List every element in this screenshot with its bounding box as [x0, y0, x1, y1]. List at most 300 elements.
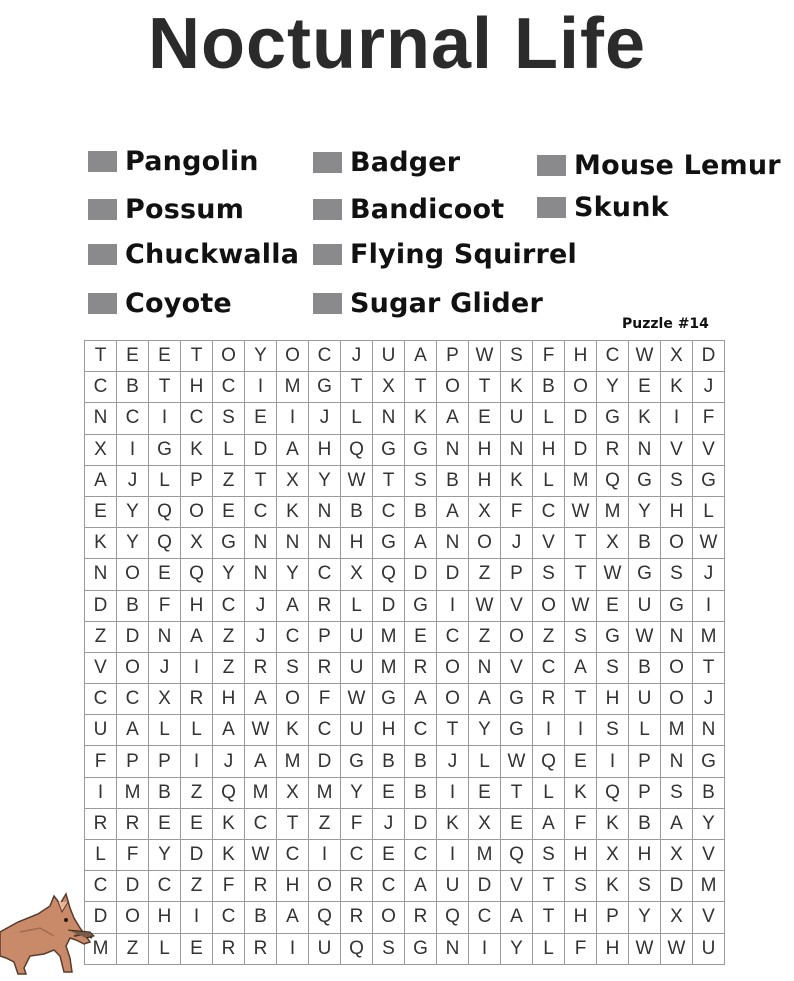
grid-cell[interactable]: T: [533, 902, 565, 933]
grid-cell[interactable]: D: [437, 559, 469, 590]
grid-cell[interactable]: G: [213, 528, 245, 559]
word-checkbox[interactable]: [537, 197, 566, 218]
grid-cell[interactable]: A: [437, 496, 469, 527]
grid-cell[interactable]: R: [309, 652, 341, 683]
grid-cell[interactable]: S: [629, 871, 661, 902]
grid-cell[interactable]: Z: [213, 621, 245, 652]
grid-cell[interactable]: O: [213, 341, 245, 372]
grid-cell[interactable]: H: [533, 434, 565, 465]
grid-cell[interactable]: E: [117, 341, 149, 372]
grid-cell[interactable]: G: [629, 465, 661, 496]
grid-cell[interactable]: W: [597, 559, 629, 590]
grid-cell[interactable]: W: [469, 341, 501, 372]
grid-cell[interactable]: F: [501, 496, 533, 527]
grid-cell[interactable]: W: [661, 933, 693, 964]
grid-cell[interactable]: O: [533, 590, 565, 621]
grid-cell[interactable]: S: [565, 621, 597, 652]
grid-cell[interactable]: H: [565, 840, 597, 871]
grid-cell[interactable]: Z: [469, 559, 501, 590]
word-item[interactable]: [313, 236, 577, 272]
grid-cell[interactable]: E: [85, 496, 117, 527]
grid-cell[interactable]: D: [85, 590, 117, 621]
grid-cell[interactable]: I: [469, 933, 501, 964]
grid-cell[interactable]: C: [597, 341, 629, 372]
grid-cell[interactable]: M: [309, 777, 341, 808]
word-checkbox[interactable]: [88, 199, 117, 220]
grid-cell[interactable]: F: [149, 590, 181, 621]
grid-cell[interactable]: Z: [213, 465, 245, 496]
grid-cell[interactable]: C: [149, 871, 181, 902]
grid-cell[interactable]: E: [181, 808, 213, 839]
grid-cell[interactable]: B: [629, 808, 661, 839]
grid-cell[interactable]: S: [373, 933, 405, 964]
grid-cell[interactable]: J: [341, 341, 373, 372]
grid-cell[interactable]: S: [597, 652, 629, 683]
grid-cell[interactable]: D: [405, 559, 437, 590]
grid-cell[interactable]: A: [277, 902, 309, 933]
grid-cell[interactable]: A: [117, 715, 149, 746]
grid-cell[interactable]: M: [277, 372, 309, 403]
grid-cell[interactable]: L: [533, 777, 565, 808]
grid-cell[interactable]: A: [405, 341, 437, 372]
grid-cell[interactable]: T: [565, 559, 597, 590]
grid-cell[interactable]: N: [437, 434, 469, 465]
grid-cell[interactable]: R: [85, 808, 117, 839]
grid-cell[interactable]: B: [341, 496, 373, 527]
grid-cell[interactable]: X: [341, 559, 373, 590]
grid-cell[interactable]: O: [565, 372, 597, 403]
grid-cell[interactable]: X: [661, 902, 693, 933]
grid-cell[interactable]: G: [373, 434, 405, 465]
grid-cell[interactable]: S: [213, 403, 245, 434]
grid-cell[interactable]: U: [341, 715, 373, 746]
grid-cell[interactable]: V: [693, 434, 725, 465]
grid-cell[interactable]: Q: [501, 840, 533, 871]
grid-cell[interactable]: Z: [469, 621, 501, 652]
grid-cell[interactable]: D: [85, 902, 117, 933]
grid-cell[interactable]: Y: [597, 372, 629, 403]
grid-cell[interactable]: K: [277, 496, 309, 527]
grid-cell[interactable]: V: [501, 590, 533, 621]
grid-cell[interactable]: I: [245, 372, 277, 403]
grid-cell[interactable]: V: [693, 840, 725, 871]
grid-cell[interactable]: G: [373, 684, 405, 715]
grid-cell[interactable]: Q: [149, 528, 181, 559]
grid-cell[interactable]: S: [661, 465, 693, 496]
grid-cell[interactable]: V: [693, 902, 725, 933]
grid-cell[interactable]: J: [373, 808, 405, 839]
grid-cell[interactable]: W: [245, 715, 277, 746]
grid-cell[interactable]: U: [629, 590, 661, 621]
grid-cell[interactable]: G: [149, 434, 181, 465]
grid-cell[interactable]: E: [373, 840, 405, 871]
grid-cell[interactable]: O: [437, 652, 469, 683]
grid-cell[interactable]: Y: [341, 777, 373, 808]
grid-cell[interactable]: X: [661, 840, 693, 871]
grid-cell[interactable]: C: [373, 871, 405, 902]
grid-cell[interactable]: R: [533, 684, 565, 715]
grid-cell[interactable]: S: [597, 715, 629, 746]
grid-cell[interactable]: H: [373, 715, 405, 746]
grid-cell[interactable]: T: [277, 808, 309, 839]
grid-cell[interactable]: W: [341, 684, 373, 715]
grid-cell[interactable]: T: [405, 372, 437, 403]
grid-cell[interactable]: W: [469, 590, 501, 621]
grid-cell[interactable]: U: [341, 652, 373, 683]
grid-cell[interactable]: D: [405, 808, 437, 839]
grid-cell[interactable]: U: [373, 341, 405, 372]
grid-cell[interactable]: E: [149, 808, 181, 839]
grid-cell[interactable]: R: [309, 590, 341, 621]
grid-cell[interactable]: N: [373, 403, 405, 434]
grid-cell[interactable]: A: [85, 465, 117, 496]
grid-cell[interactable]: G: [501, 715, 533, 746]
grid-cell[interactable]: P: [629, 746, 661, 777]
grid-cell[interactable]: M: [277, 746, 309, 777]
grid-cell[interactable]: K: [597, 808, 629, 839]
grid-cell[interactable]: G: [693, 465, 725, 496]
grid-cell[interactable]: T: [469, 372, 501, 403]
grid-cell[interactable]: Y: [277, 559, 309, 590]
grid-cell[interactable]: M: [597, 496, 629, 527]
grid-cell[interactable]: O: [117, 902, 149, 933]
grid-cell[interactable]: O: [661, 528, 693, 559]
grid-cell[interactable]: C: [533, 652, 565, 683]
grid-cell[interactable]: M: [85, 933, 117, 964]
grid-cell[interactable]: Y: [629, 902, 661, 933]
grid-cell[interactable]: C: [373, 496, 405, 527]
word-item[interactable]: [88, 285, 232, 321]
grid-cell[interactable]: X: [149, 684, 181, 715]
grid-cell[interactable]: C: [213, 902, 245, 933]
grid-cell[interactable]: K: [501, 372, 533, 403]
grid-cell[interactable]: K: [565, 777, 597, 808]
grid-cell[interactable]: T: [373, 465, 405, 496]
grid-cell[interactable]: L: [629, 715, 661, 746]
grid-cell[interactable]: X: [181, 528, 213, 559]
grid-cell[interactable]: X: [597, 840, 629, 871]
grid-cell[interactable]: A: [405, 684, 437, 715]
grid-cell[interactable]: J: [245, 590, 277, 621]
word-item[interactable]: [88, 143, 259, 179]
grid-cell[interactable]: H: [661, 496, 693, 527]
grid-cell[interactable]: Q: [437, 902, 469, 933]
grid-cell[interactable]: C: [405, 715, 437, 746]
grid-cell[interactable]: Z: [181, 777, 213, 808]
grid-cell[interactable]: A: [213, 715, 245, 746]
grid-cell[interactable]: T: [181, 341, 213, 372]
grid-cell[interactable]: H: [181, 372, 213, 403]
grid-cell[interactable]: L: [533, 933, 565, 964]
grid-cell[interactable]: O: [373, 902, 405, 933]
grid-cell[interactable]: A: [469, 684, 501, 715]
grid-cell[interactable]: D: [565, 434, 597, 465]
grid-cell[interactable]: K: [501, 465, 533, 496]
grid-cell[interactable]: O: [437, 372, 469, 403]
grid-cell[interactable]: D: [469, 871, 501, 902]
grid-cell[interactable]: D: [565, 403, 597, 434]
grid-cell[interactable]: Q: [341, 434, 373, 465]
grid-cell[interactable]: V: [661, 434, 693, 465]
grid-cell[interactable]: F: [565, 933, 597, 964]
grid-cell[interactable]: C: [533, 496, 565, 527]
grid-cell[interactable]: C: [85, 871, 117, 902]
grid-cell[interactable]: T: [693, 652, 725, 683]
grid-cell[interactable]: N: [85, 403, 117, 434]
grid-cell[interactable]: I: [277, 403, 309, 434]
grid-cell[interactable]: J: [309, 403, 341, 434]
grid-cell[interactable]: B: [629, 528, 661, 559]
grid-cell[interactable]: V: [85, 652, 117, 683]
word-checkbox[interactable]: [88, 151, 117, 172]
grid-cell[interactable]: Q: [373, 559, 405, 590]
grid-cell[interactable]: H: [309, 434, 341, 465]
grid-cell[interactable]: U: [341, 621, 373, 652]
grid-cell[interactable]: S: [533, 840, 565, 871]
grid-cell[interactable]: N: [469, 652, 501, 683]
grid-cell[interactable]: G: [405, 933, 437, 964]
grid-cell[interactable]: H: [565, 902, 597, 933]
grid-cell[interactable]: B: [405, 746, 437, 777]
grid-cell[interactable]: K: [405, 403, 437, 434]
grid-cell[interactable]: P: [597, 902, 629, 933]
grid-cell[interactable]: K: [181, 434, 213, 465]
grid-cell[interactable]: T: [437, 715, 469, 746]
grid-cell[interactable]: A: [277, 434, 309, 465]
grid-cell[interactable]: X: [469, 496, 501, 527]
grid-cell[interactable]: Y: [245, 341, 277, 372]
grid-cell[interactable]: F: [309, 684, 341, 715]
grid-cell[interactable]: K: [213, 808, 245, 839]
grid-cell[interactable]: W: [629, 341, 661, 372]
grid-cell[interactable]: L: [213, 434, 245, 465]
grid-cell[interactable]: E: [501, 808, 533, 839]
grid-cell[interactable]: I: [661, 403, 693, 434]
grid-cell[interactable]: W: [501, 746, 533, 777]
grid-cell[interactable]: J: [437, 746, 469, 777]
grid-cell[interactable]: I: [565, 715, 597, 746]
grid-cell[interactable]: L: [533, 465, 565, 496]
word-item[interactable]: [313, 191, 504, 227]
grid-cell[interactable]: C: [309, 341, 341, 372]
grid-cell[interactable]: A: [405, 528, 437, 559]
grid-cell[interactable]: C: [341, 840, 373, 871]
grid-cell[interactable]: Q: [597, 777, 629, 808]
grid-cell[interactable]: I: [181, 652, 213, 683]
grid-cell[interactable]: Y: [469, 715, 501, 746]
grid-cell[interactable]: J: [693, 372, 725, 403]
grid-cell[interactable]: G: [405, 434, 437, 465]
grid-cell[interactable]: J: [117, 465, 149, 496]
grid-cell[interactable]: R: [245, 933, 277, 964]
grid-cell[interactable]: A: [181, 621, 213, 652]
grid-cell[interactable]: W: [341, 465, 373, 496]
grid-cell[interactable]: C: [277, 840, 309, 871]
grid-cell[interactable]: D: [181, 840, 213, 871]
grid-cell[interactable]: B: [629, 652, 661, 683]
grid-cell[interactable]: I: [693, 590, 725, 621]
grid-cell[interactable]: I: [277, 933, 309, 964]
word-checkbox[interactable]: [313, 244, 342, 265]
grid-cell[interactable]: C: [437, 621, 469, 652]
grid-cell[interactable]: J: [149, 652, 181, 683]
grid-cell[interactable]: D: [693, 341, 725, 372]
grid-cell[interactable]: E: [213, 496, 245, 527]
grid-cell[interactable]: N: [245, 528, 277, 559]
grid-cell[interactable]: B: [117, 590, 149, 621]
grid-cell[interactable]: A: [277, 590, 309, 621]
grid-cell[interactable]: O: [437, 684, 469, 715]
grid-cell[interactable]: P: [117, 746, 149, 777]
grid-cell[interactable]: K: [277, 715, 309, 746]
grid-cell[interactable]: G: [341, 746, 373, 777]
grid-cell[interactable]: H: [629, 840, 661, 871]
grid-cell[interactable]: N: [309, 496, 341, 527]
grid-cell[interactable]: J: [245, 621, 277, 652]
grid-cell[interactable]: N: [437, 933, 469, 964]
grid-cell[interactable]: Y: [213, 559, 245, 590]
grid-cell[interactable]: O: [309, 871, 341, 902]
grid-cell[interactable]: F: [213, 871, 245, 902]
grid-cell[interactable]: D: [245, 434, 277, 465]
grid-cell[interactable]: Z: [117, 933, 149, 964]
grid-cell[interactable]: D: [373, 590, 405, 621]
grid-cell[interactable]: F: [533, 341, 565, 372]
grid-cell[interactable]: F: [565, 808, 597, 839]
grid-cell[interactable]: X: [277, 465, 309, 496]
grid-cell[interactable]: V: [501, 871, 533, 902]
grid-cell[interactable]: E: [405, 621, 437, 652]
grid-cell[interactable]: C: [213, 590, 245, 621]
grid-cell[interactable]: H: [469, 434, 501, 465]
grid-cell[interactable]: E: [149, 341, 181, 372]
grid-cell[interactable]: L: [181, 715, 213, 746]
grid-cell[interactable]: C: [405, 840, 437, 871]
grid-cell[interactable]: I: [597, 746, 629, 777]
grid-cell[interactable]: F: [117, 840, 149, 871]
grid-cell[interactable]: K: [85, 528, 117, 559]
grid-cell[interactable]: N: [661, 746, 693, 777]
grid-cell[interactable]: X: [85, 434, 117, 465]
grid-cell[interactable]: I: [533, 715, 565, 746]
grid-cell[interactable]: X: [373, 372, 405, 403]
grid-cell[interactable]: T: [85, 341, 117, 372]
grid-cell[interactable]: J: [213, 746, 245, 777]
grid-cell[interactable]: N: [277, 528, 309, 559]
grid-cell[interactable]: R: [181, 684, 213, 715]
grid-cell[interactable]: T: [149, 372, 181, 403]
grid-cell[interactable]: M: [693, 871, 725, 902]
grid-cell[interactable]: J: [693, 684, 725, 715]
grid-cell[interactable]: N: [437, 528, 469, 559]
grid-cell[interactable]: B: [405, 777, 437, 808]
grid-cell[interactable]: S: [277, 652, 309, 683]
grid-cell[interactable]: Q: [181, 559, 213, 590]
word-item[interactable]: [88, 236, 299, 272]
grid-cell[interactable]: N: [661, 621, 693, 652]
grid-cell[interactable]: N: [309, 528, 341, 559]
grid-cell[interactable]: K: [597, 871, 629, 902]
grid-cell[interactable]: L: [693, 496, 725, 527]
word-checkbox[interactable]: [313, 152, 342, 173]
grid-cell[interactable]: L: [149, 465, 181, 496]
grid-cell[interactable]: F: [85, 746, 117, 777]
grid-cell[interactable]: G: [597, 403, 629, 434]
grid-cell[interactable]: W: [565, 590, 597, 621]
grid-cell[interactable]: Q: [213, 777, 245, 808]
grid-cell[interactable]: E: [149, 559, 181, 590]
grid-cell[interactable]: I: [309, 840, 341, 871]
grid-cell[interactable]: F: [341, 808, 373, 839]
grid-cell[interactable]: S: [533, 559, 565, 590]
grid-cell[interactable]: W: [565, 496, 597, 527]
grid-cell[interactable]: I: [181, 902, 213, 933]
grid-cell[interactable]: L: [341, 403, 373, 434]
grid-cell[interactable]: T: [565, 528, 597, 559]
grid-cell[interactable]: T: [245, 465, 277, 496]
grid-cell[interactable]: G: [373, 528, 405, 559]
grid-cell[interactable]: K: [629, 403, 661, 434]
grid-cell[interactable]: E: [245, 403, 277, 434]
grid-cell[interactable]: P: [629, 777, 661, 808]
grid-cell[interactable]: C: [245, 808, 277, 839]
grid-cell[interactable]: N: [149, 621, 181, 652]
grid-cell[interactable]: G: [309, 372, 341, 403]
grid-cell[interactable]: U: [629, 684, 661, 715]
grid-cell[interactable]: M: [565, 465, 597, 496]
grid-cell[interactable]: C: [85, 684, 117, 715]
grid-cell[interactable]: L: [341, 590, 373, 621]
grid-cell[interactable]: H: [149, 902, 181, 933]
grid-cell[interactable]: Z: [181, 871, 213, 902]
grid-cell[interactable]: O: [277, 341, 309, 372]
grid-cell[interactable]: C: [213, 372, 245, 403]
grid-cell[interactable]: A: [533, 808, 565, 839]
grid-cell[interactable]: T: [341, 372, 373, 403]
grid-cell[interactable]: Z: [309, 808, 341, 839]
grid-cell[interactable]: T: [501, 777, 533, 808]
grid-cell[interactable]: T: [565, 684, 597, 715]
grid-cell[interactable]: I: [437, 777, 469, 808]
grid-cell[interactable]: M: [693, 621, 725, 652]
grid-cell[interactable]: T: [533, 871, 565, 902]
grid-cell[interactable]: O: [469, 528, 501, 559]
grid-cell[interactable]: O: [277, 684, 309, 715]
grid-cell[interactable]: Y: [309, 465, 341, 496]
grid-cell[interactable]: M: [373, 621, 405, 652]
grid-cell[interactable]: K: [213, 840, 245, 871]
grid-cell[interactable]: R: [341, 902, 373, 933]
grid-cell[interactable]: X: [277, 777, 309, 808]
grid-cell[interactable]: L: [85, 840, 117, 871]
grid-cell[interactable]: I: [437, 590, 469, 621]
grid-cell[interactable]: M: [661, 715, 693, 746]
grid-cell[interactable]: G: [597, 621, 629, 652]
grid-cell[interactable]: B: [373, 746, 405, 777]
grid-cell[interactable]: N: [85, 559, 117, 590]
grid-cell[interactable]: N: [245, 559, 277, 590]
grid-cell[interactable]: R: [245, 652, 277, 683]
grid-cell[interactable]: H: [597, 684, 629, 715]
grid-cell[interactable]: O: [181, 496, 213, 527]
grid-cell[interactable]: Z: [85, 621, 117, 652]
grid-cell[interactable]: W: [693, 528, 725, 559]
grid-cell[interactable]: O: [661, 652, 693, 683]
grid-cell[interactable]: E: [469, 403, 501, 434]
grid-cell[interactable]: A: [437, 403, 469, 434]
grid-cell[interactable]: Y: [117, 528, 149, 559]
grid-cell[interactable]: B: [693, 777, 725, 808]
